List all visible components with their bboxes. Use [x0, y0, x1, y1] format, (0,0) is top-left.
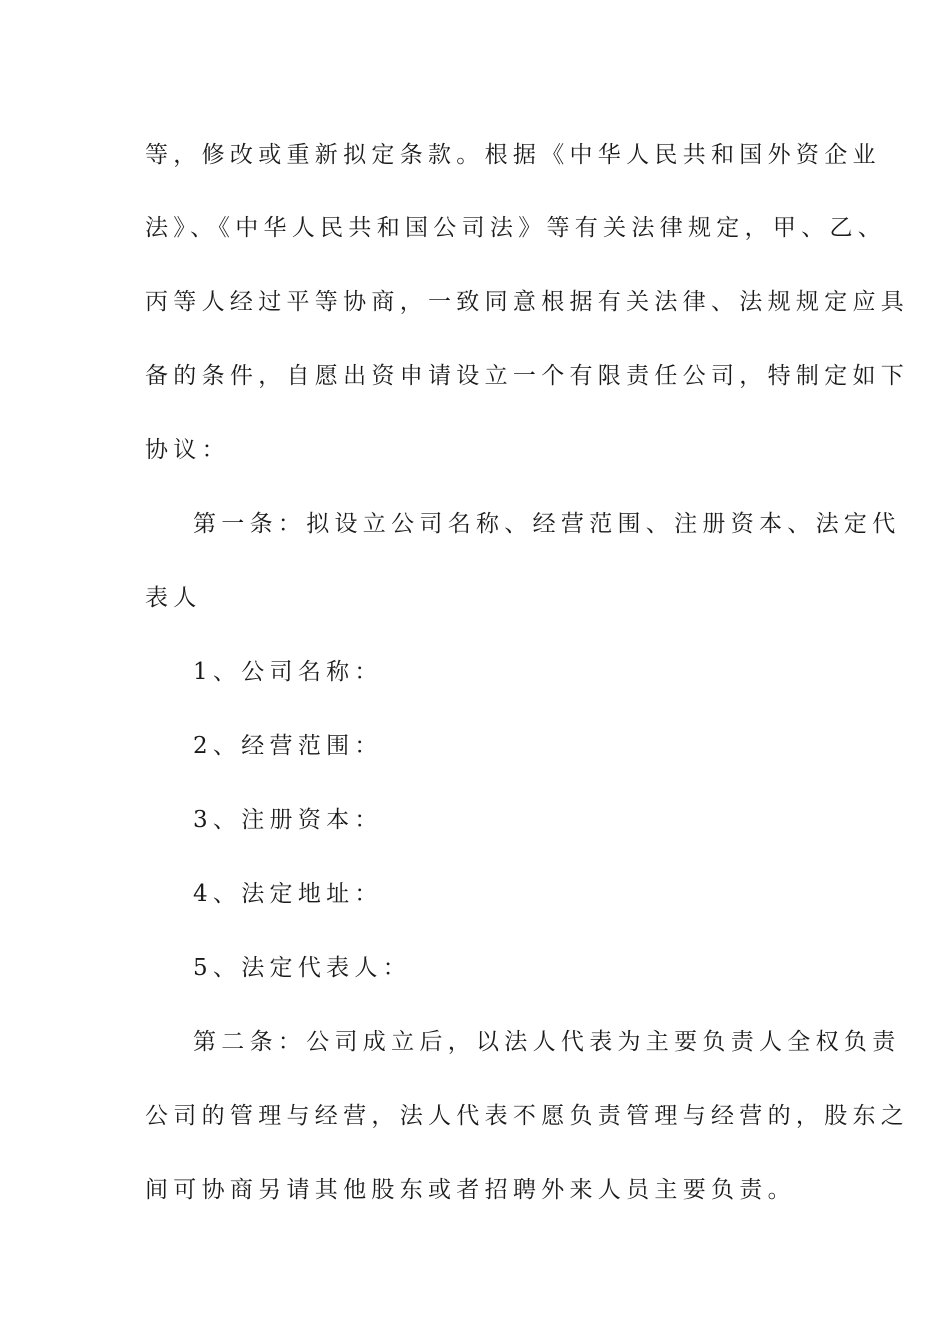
paragraph-line: 法》、《中华人民共和国公司法》等有关法律规定，甲、乙、: [145, 215, 887, 241]
article-2-line: 第二条：公司成立后，以法人代表为主要负责人全权负责: [193, 1029, 901, 1055]
article-1-heading: 第一条：拟设立公司名称、经营范围、注册资本、法定代: [193, 511, 901, 537]
item-company-name: 1、公司名称：: [193, 659, 383, 685]
item-legal-address: 4、法定地址：: [193, 881, 383, 907]
paragraph-line: 协议：: [145, 437, 230, 463]
paragraph-line: 等，修改或重新拟定条款。根据《中华人民共和国外资企业: [145, 142, 881, 168]
paragraph-line: 备的条件，自愿出资申请设立一个有限责任公司，特制定如下: [145, 363, 910, 389]
article-1-heading-cont: 表人: [145, 585, 202, 611]
item-registered-capital: 3、注册资本：: [193, 807, 383, 833]
article-2-line: 公司的管理与经营，法人代表不愿负责管理与经营的，股东之: [145, 1103, 910, 1129]
paragraph-line: 丙等人经过平等协商，一致同意根据有关法律、法规规定应具: [145, 289, 910, 315]
item-business-scope: 2、经营范围：: [193, 733, 383, 759]
item-legal-representative: 5、法定代表人：: [193, 955, 412, 981]
article-2-line: 间可协商另请其他股东或者招聘外来人员主要负责。: [145, 1177, 796, 1203]
